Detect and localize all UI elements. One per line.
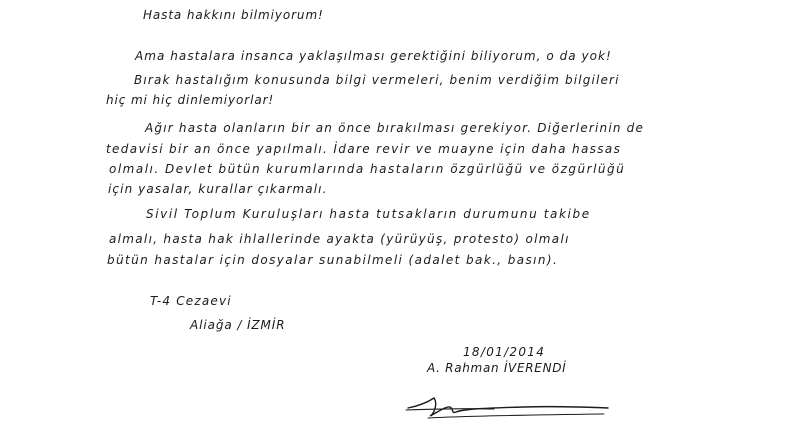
letter-date: 18/01/2014 <box>463 345 546 359</box>
letter-line-2: Bırak hastalığım konusunda bilgi vermeleri, benim verdiğim bilgileri <box>134 73 620 87</box>
letter-line-6: olmalı. Devlet bütün kurumlarında hastaların özgürlüğü ve özgürlüğü <box>109 162 626 176</box>
letter-line-4: Ağır hasta olanların bir an önce bırakılması gerekiyor. Diğerlerinin de <box>145 121 645 135</box>
letter-line-9: almalı, hasta hak ihlallerinde ayakta (yürüyüş, protesto) olmalı <box>109 232 570 246</box>
letter-line-1: Ama hastalara insanca yaklaşılması gerektiğini biliyorum, o da yok! <box>135 49 612 63</box>
letter-line-5: tedavisi bir an önce yapılmalı. İdare revir ve muayne için daha hassas <box>106 142 622 156</box>
letter-line-3: hiç mi hiç dinlemiyorlar! <box>106 93 275 107</box>
prison-name: T-4 Cezaevi <box>150 294 232 308</box>
letter-greeting: Hasta hakkını bilmiyorum! <box>143 8 324 22</box>
city-name: Aliağa / İZMİR <box>190 318 286 332</box>
letter-line-8: Sivil Toplum Kuruluşları hasta tutsakların durumunu takibe <box>146 207 591 221</box>
letter-line-7: için yasalar, kurallar çıkarmalı. <box>108 182 328 196</box>
sender-name: A. Rahman İVERENDİ <box>427 361 567 375</box>
handwritten-signature <box>404 392 614 422</box>
letter-line-10: bütün hastalar için dosyalar sunabilmeli (adalet bak., basın). <box>107 253 559 267</box>
